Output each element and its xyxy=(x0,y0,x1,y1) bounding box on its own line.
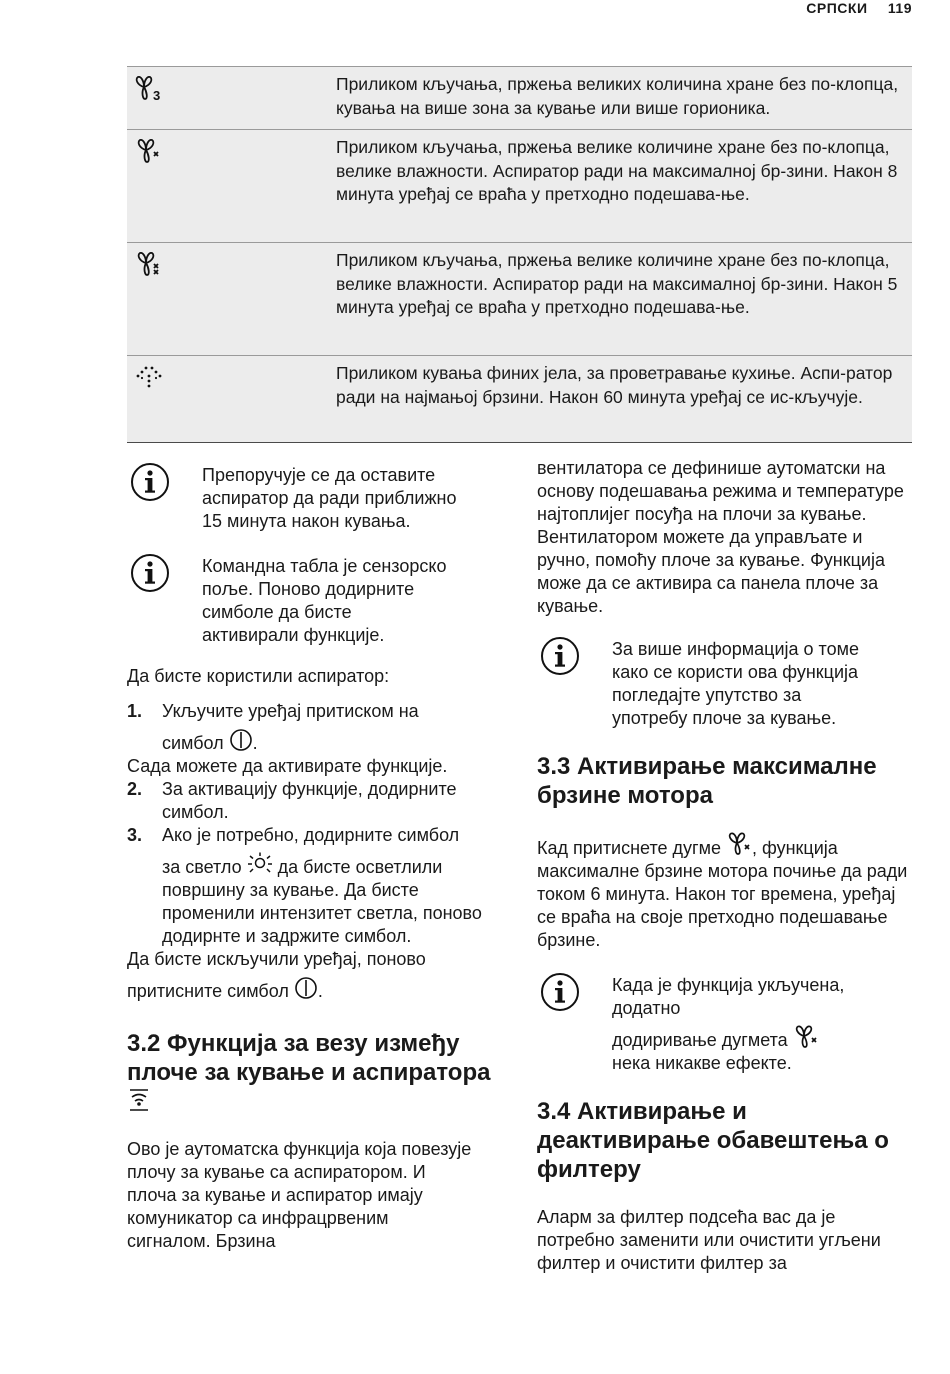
step-note: Сада можете да активирате функције. xyxy=(127,756,448,776)
section-paragraph: Кад притиснете дугме , функција максималне брзине мотора почиње да ради током 6 минута. Након тог времена, уређај се враћа на своје претходно подешавање брзине. xyxy=(537,832,912,952)
fan-level-3-icon xyxy=(133,75,165,101)
table-row xyxy=(127,243,912,356)
step-text: За активацију функције, додирните симбол. xyxy=(162,779,457,822)
turn-off-text: притисните симбол xyxy=(127,981,289,1001)
fan-boost-icon xyxy=(726,832,752,856)
fan-boost-1-icon xyxy=(133,138,163,164)
right-column xyxy=(537,457,912,1275)
info-icon xyxy=(130,462,170,502)
table-row xyxy=(127,130,912,243)
info-note xyxy=(537,972,912,1075)
note-text: додиривање дугмета xyxy=(612,1030,788,1050)
section-paragraph: Аларм за филтер подсећа вас да је потребно заменити или очистити угљени филтер и очистити филтер за xyxy=(537,1207,881,1273)
note-text: Командна табла је сензорско поље. Поново додирните симболе да бисте активирали функције. xyxy=(202,556,447,645)
table-cell: Приликом кључања, пржења велике количине хране без по-клопца, велике влажности. Аспиратор ради на максималној бр-зини. Након 5 минута уређај се враћа у претходно подешава-ње. xyxy=(336,243,912,356)
power-icon xyxy=(229,728,253,752)
fan-modes-table xyxy=(127,66,912,443)
step-number: 1. xyxy=(127,701,143,721)
step-number: 2. xyxy=(127,779,143,799)
note-text: Када је функција укључена, додатно xyxy=(612,975,845,1018)
fan-boost-2-icon xyxy=(133,251,163,277)
list-item xyxy=(127,778,507,824)
step-text: Ако је потребно, додирните симбол xyxy=(162,825,460,845)
step-text: Укључите уређај притиском на xyxy=(162,701,419,721)
table-cell: Приликом кључања, пржења великих количина хране без по-клопца, кувања на више зона за кување или више горионика. xyxy=(336,67,912,130)
note-text: Препоручује се да оставите аспиратор да ради приближно 15 минута након кувања. xyxy=(202,465,457,531)
step-text: за светло xyxy=(162,857,242,877)
info-note xyxy=(537,636,912,730)
section-paragraph: вентилатора се дефинише аутоматски на основу подешавања режима и температуре најтоплијег посуђа на плочи за кување. Вентилатором можете да управљате и ручно, помоћу плоче за кување. Функција може да се активира са панела плоче за кување. xyxy=(537,458,904,616)
page-number: 119 xyxy=(887,0,912,16)
table-row xyxy=(127,67,912,130)
note-text: нека никакве ефекте. xyxy=(612,1053,792,1073)
table-cell: Приликом кувања финих јела, за проветравање кухиње. Аспи-ратор ради на најмањој брзини. Након 60 минута уређај се ис-кључује. xyxy=(336,356,912,443)
turn-off-text: Да бисте искључили уређај, поново xyxy=(127,949,426,969)
info-icon xyxy=(540,972,580,1012)
info-note xyxy=(127,553,507,647)
step-text: да бисте осветлили површину за кување. Да бисте променили интензитет светла, поново додирнте и задржите симбол. xyxy=(162,857,482,946)
usage-intro: Да бисте користили аспиратор: xyxy=(127,666,390,686)
section-paragraph: Ово је аутоматска функција која повезује плочу за кување са аспиратором. И плоча за кување и аспиратор имају комуникатор са инфрацрвеним сигналом. Брзина xyxy=(127,1139,472,1251)
info-note xyxy=(127,462,507,533)
hob-to-hood-icon xyxy=(127,1087,151,1113)
section-heading-3-2: 3.2 Функција за везу између плоче за кување и аспиратора xyxy=(127,1029,502,1116)
info-icon xyxy=(130,553,170,593)
table-cell: Приликом кључања, пржења велике количине хране без по-клопца, велике влажности. Аспиратор ради на максималној бр-зини. Након 8 минута уређај се враћа у претходно подешава-ње. xyxy=(336,130,912,243)
section-heading-3-4: 3.4 Активирање и деактивирање обавештења о филтеру xyxy=(537,1098,889,1183)
page-header xyxy=(806,0,912,16)
step-number: 3. xyxy=(127,825,143,845)
power-icon xyxy=(294,976,318,1000)
table-row xyxy=(127,356,912,443)
note-text: За више информација о томе како се користи ова функција погледајте упутство за употребу плоче за кување. xyxy=(612,639,859,728)
list-item xyxy=(127,824,507,948)
light-icon xyxy=(247,852,273,876)
language-label: СРПСКИ xyxy=(806,0,868,16)
step-text: симбол xyxy=(162,733,224,753)
info-icon xyxy=(540,636,580,676)
list-item: 1. Укључите уређај притиском на симбол . xyxy=(127,701,419,753)
section-heading-3-3: 3.3 Активирање максималне брзине мотора xyxy=(537,753,877,809)
left-column: Препоручује се да оставите аспиратор да ради приближно 15 минута након кувања. Командна табла је сензорско поље. Поново додирните симболе да бисте активирали функције. Да бисте користили аспиратор: 1. Укључите уређај притиском на симбол . Сада можете да активирате функције. 2. За активацију функције, додирните симбол. 3. Ако је потребно, додирните симбол за светло да бисте осветлили површину за кување. Да бисте променили интензитет светла, поново додирнте и задржите симбол. Да бисте искључили уређај, поново притисните симбол . 3.2 Функција за везу између плоче за кување и аспиратора Ово је аутоматска функција која повезује плочу за кување са аспиратором. И плоча за кување и аспиратор имају комуникатор са инфрацрвеним сигналом. Брзина xyxy=(127,462,507,1253)
breeze-icon xyxy=(133,364,165,390)
svg-text:3: 3 xyxy=(153,88,161,101)
fan-boost-icon xyxy=(793,1025,819,1049)
